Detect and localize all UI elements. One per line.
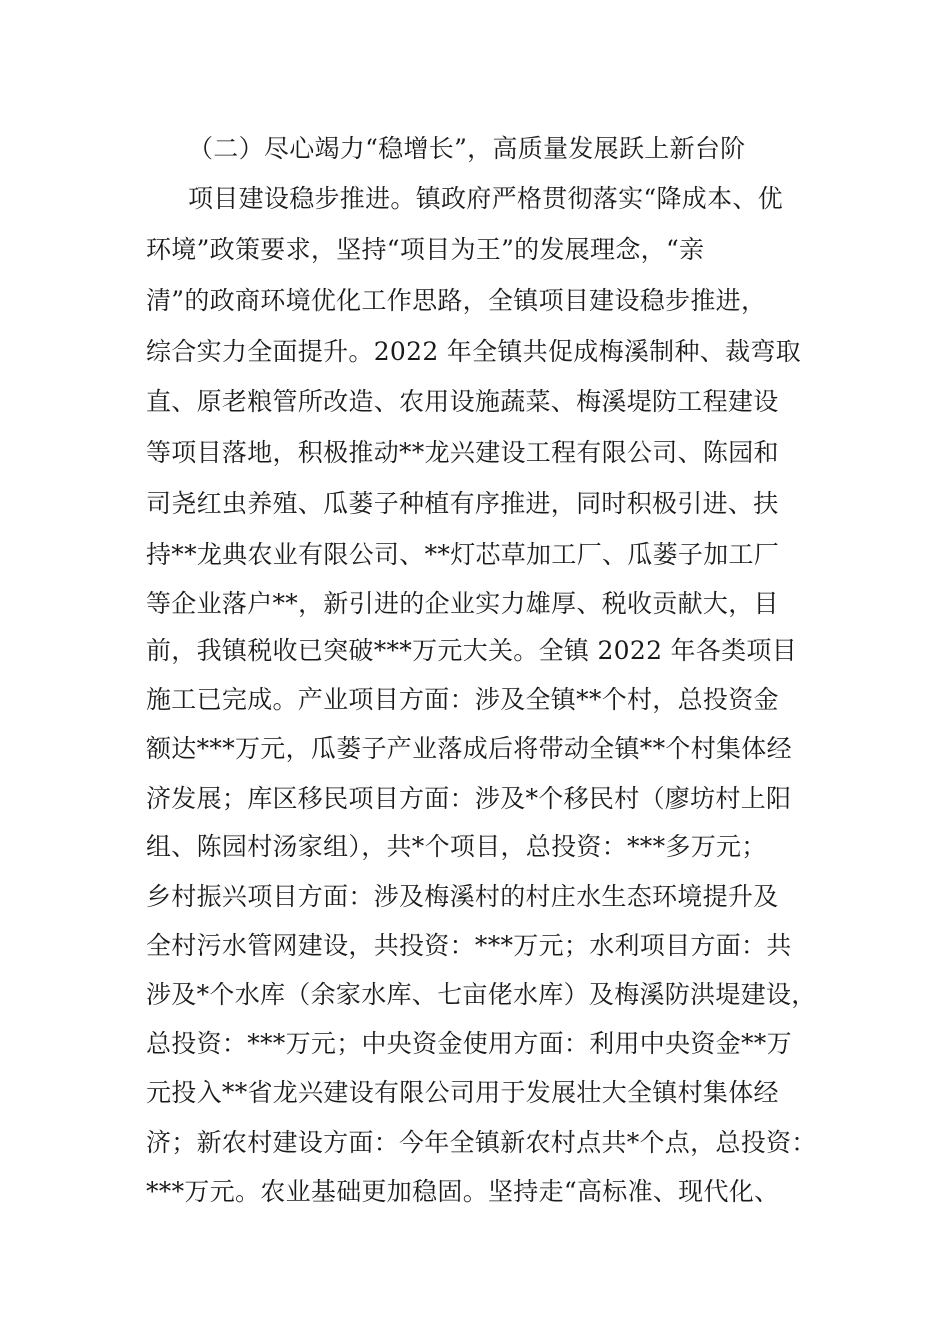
paragraph-line: 清”的政商环境优化工作思路，全镇项目建设稳步推进， [146,286,767,315]
paragraph-line: 前，我镇税收已突破***万元大关。全镇 2022 年各类项目 [146,636,798,665]
paragraph-line: 乡村振兴项目方面：涉及梅溪村的村庄水生态环境提升及 [146,882,779,911]
paragraph-line: 施工已完成。产业项目方面：涉及全镇**个村，总投资金 [146,685,779,714]
paragraph-line: ***万元。农业基础更加稳固。坚持走“高标准、现代化、 [146,1177,780,1206]
paragraph-line: 元投入**省龙兴建设有限公司用于发展壮大全镇村集体经 [146,1078,779,1107]
paragraph-line: 持**龙典农业有限公司、**灯芯草加工厂、瓜蒌子加工厂 [146,540,780,569]
paragraph-line: 司尧红虫养殖、瓜蒌子种植有序推进，同时积极引进、扶 [146,489,779,518]
paragraph-line: 项目建设稳步推进。镇政府严格贯彻落实“降成本、优 [188,184,783,213]
paragraph-line: 涉及*个水库（余家水库、七亩佬水库）及梅溪防洪堤建设， [146,980,817,1009]
paragraph-line: 全村污水管网建设，共投资：***万元；水利项目方面：共 [146,931,792,960]
section-heading: （二）尽心竭力“稳增长”，高质量发展跃上新台阶 [188,134,746,163]
paragraph-line: 总投资：***万元；中央资金使用方面：利用中央资金**万 [146,1029,792,1058]
paragraph-line: 等项目落地，积极推动**龙兴建设工程有限公司、陈园和 [146,438,779,467]
paragraph-line: 直、原老粮管所改造、农用设施蔬菜、梅溪堤防工程建设 [146,387,779,416]
paragraph-line: 济；新农村建设方面：今年全镇新农村点共*个点，总投资： [146,1128,817,1157]
paragraph-line: 综合实力全面提升。2022 年全镇共促成梅溪制种、裁弯取 [146,337,801,366]
paragraph-line: 组、陈园村汤家组），共*个项目，总投资：***多万元； [146,832,767,861]
paragraph-line: 等企业落户**，新引进的企业实力雄厚、税收贡献大，目 [146,589,779,618]
paragraph-line: 环境”政策要求，坚持“项目为王”的发展理念，“亲 [146,235,705,264]
paragraph-line: 额达***万元，瓜蒌子产业落成后将带动全镇**个村集体经 [146,734,792,763]
paragraph-line: 济发展；库区移民项目方面：涉及*个移民村（廖坊村上阳 [146,784,792,813]
